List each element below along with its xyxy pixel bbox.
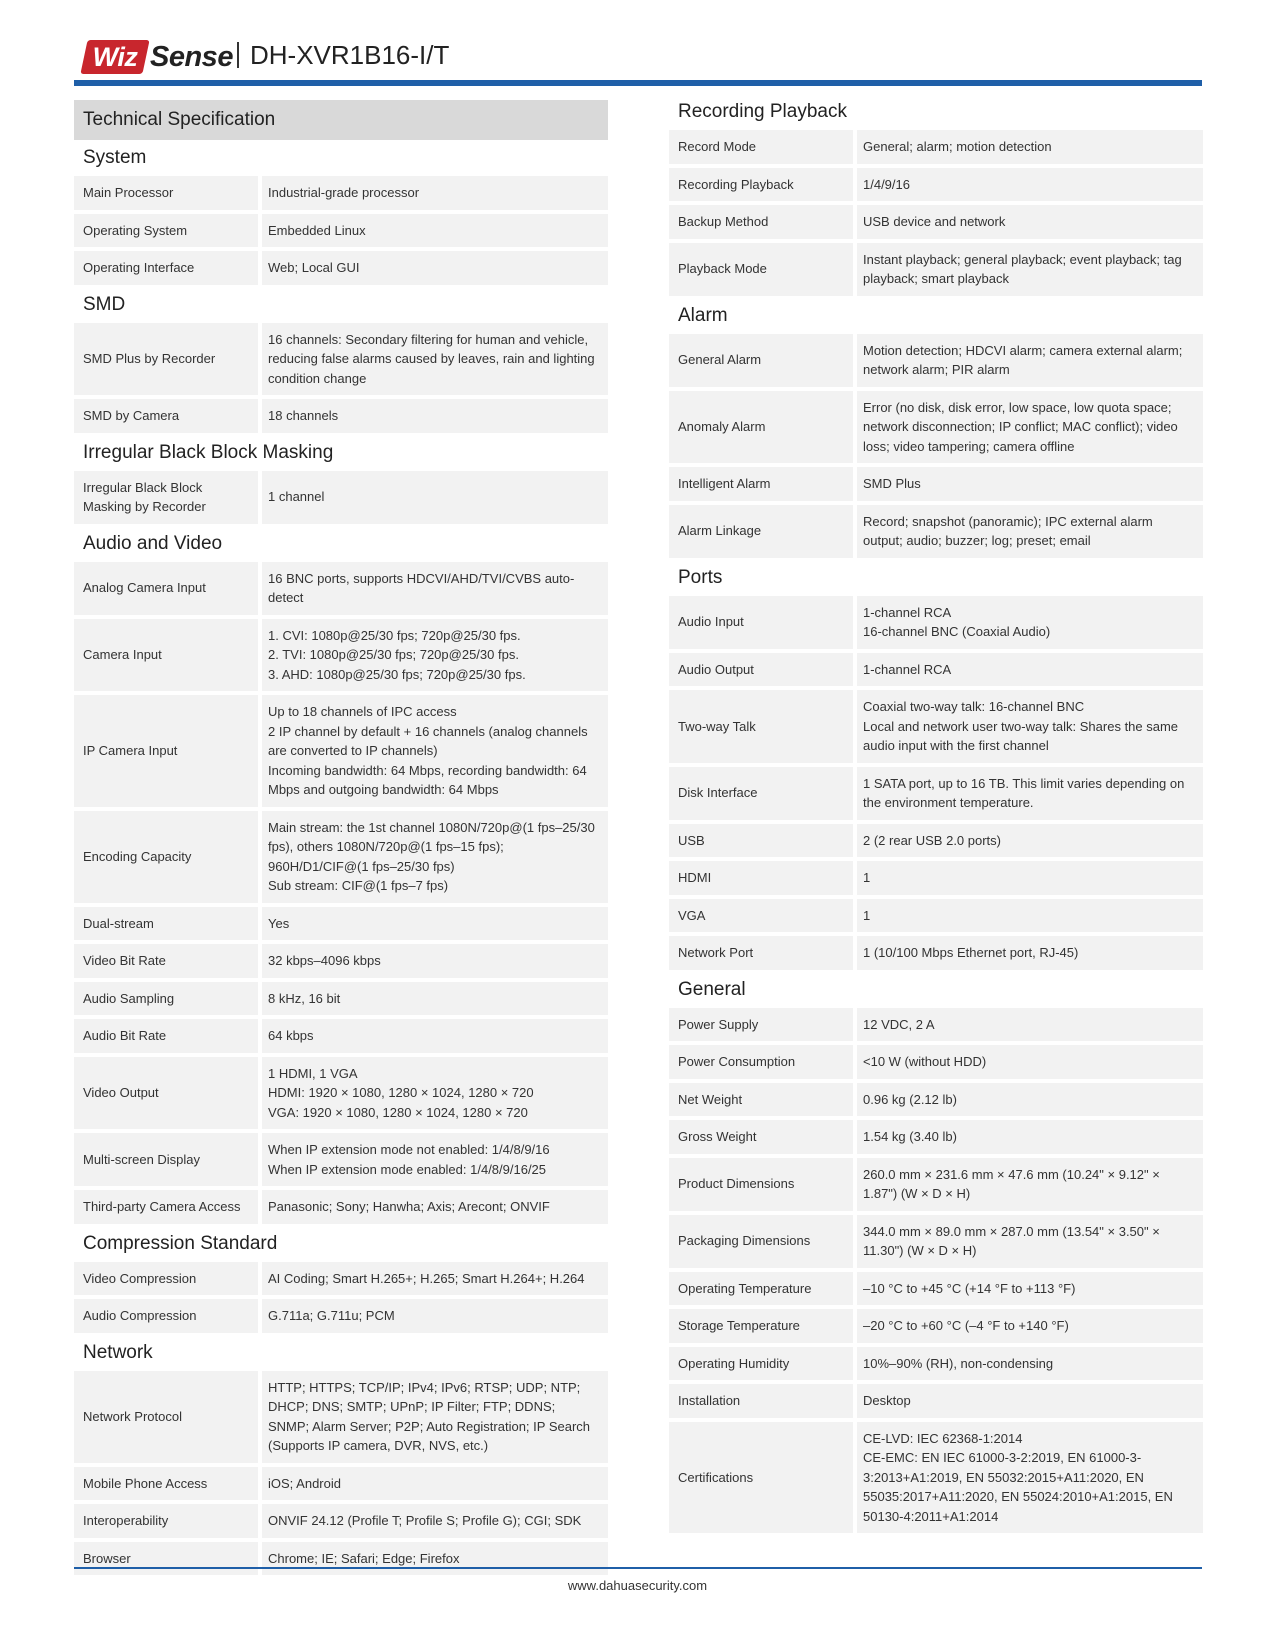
spec-value: 344.0 mm × 89.0 mm × 287.0 mm (13.54" × 3.50" × 11.30") (W × D × H)	[857, 1215, 1203, 1268]
spec-value: 0.96 kg (2.12 lb)	[857, 1083, 1203, 1117]
spec-value: USB device and network	[857, 205, 1203, 239]
spec-row	[669, 824, 1203, 858]
spec-value: AI Coding; Smart H.265+; H.265; Smart H.264+; H.264	[262, 1262, 608, 1296]
spec-row	[74, 1019, 608, 1053]
spec-key: VGA	[669, 899, 857, 933]
section-title-system: System	[83, 147, 147, 168]
spec-value: –10 °C to +45 °C (+14 °F to +113 °F)	[857, 1272, 1203, 1306]
spec-value: 8 kHz, 16 bit	[262, 982, 608, 1016]
spec-key: Operating Humidity	[669, 1347, 857, 1381]
spec-value: 1-channel RCA 16-channel BNC (Coaxial Audio)	[857, 596, 1203, 649]
spec-value: iOS; Android	[262, 1467, 608, 1501]
left-column	[74, 100, 608, 1577]
spec-table-alarm	[669, 330, 1203, 562]
spec-key: Audio Sampling	[74, 982, 262, 1016]
spec-key: General Alarm	[669, 334, 857, 387]
spec-row	[74, 1467, 608, 1501]
spec-value: 32 kbps–4096 kbps	[262, 944, 608, 978]
spec-value: 260.0 mm × 231.6 mm × 47.6 mm (10.24" × 9.12" × 1.87") (W × D × H)	[857, 1158, 1203, 1211]
spec-key: Browser	[74, 1542, 262, 1576]
spec-key: Installation	[669, 1384, 857, 1418]
spec-row	[669, 861, 1203, 895]
spec-row	[669, 505, 1203, 558]
spec-row	[669, 936, 1203, 970]
spec-key: Network Port	[669, 936, 857, 970]
spec-row	[74, 214, 608, 248]
spec-value: G.711a; G.711u; PCM	[262, 1299, 608, 1333]
spec-table-ports	[669, 592, 1203, 974]
spec-value: 2 (2 rear USB 2.0 ports)	[857, 824, 1203, 858]
spec-value: 16 BNC ports, supports HDCVI/AHD/TVI/CVBS auto-detect	[262, 562, 608, 615]
spec-table-recording-playback	[669, 126, 1203, 300]
spec-row	[74, 562, 608, 615]
spec-key: SMD by Camera	[74, 399, 262, 433]
footer-url: www.dahuasecurity.com	[567, 1578, 708, 1593]
spec-row	[74, 1371, 608, 1463]
spec-key: Power Consumption	[669, 1045, 857, 1079]
footer-divider	[74, 1567, 1202, 1569]
spec-key: Multi-screen Display	[74, 1133, 262, 1186]
spec-key: Certifications	[669, 1422, 857, 1534]
spec-key: Operating Interface	[74, 251, 262, 285]
spec-row	[669, 1272, 1203, 1306]
spec-table-smd	[74, 319, 608, 437]
section-title-compression-standard: Compression Standard	[83, 1232, 278, 1254]
section-title-irregular-black-block-masking: Irregular Black Block Masking	[83, 441, 334, 463]
spec-row	[669, 467, 1203, 501]
section-title-general: General	[678, 978, 746, 1000]
spec-row	[74, 323, 608, 396]
spec-value: SMD Plus	[857, 467, 1203, 501]
spec-key: USB	[669, 824, 857, 858]
spec-key: Irregular Black Block Masking by Recorder	[74, 471, 262, 524]
spec-value: 1.54 kg (3.40 lb)	[857, 1120, 1203, 1154]
spec-key: Power Supply	[669, 1008, 857, 1042]
spec-value: Coaxial two-way talk: 16-channel BNC Local and network user two-way talk: Shares the same audio input with the first channel	[857, 690, 1203, 763]
page-title: Technical Specification	[74, 100, 608, 140]
spec-table-system	[74, 172, 608, 289]
spec-table-general	[669, 1004, 1203, 1538]
spec-value: Main stream: the 1st channel 1080N/720p@(1 fps–25/30 fps), others 1080N/720p@(1 fps–15 fps); 960H/D1/CIF@(1 fps–25/30 fps) Sub stream: CIF@(1 fps–7 fps)	[262, 811, 608, 903]
section-title-audio-and-video: Audio and Video	[83, 532, 223, 554]
spec-key: Packaging Dimensions	[669, 1215, 857, 1268]
header-divider	[237, 42, 239, 68]
spec-value: 1	[857, 861, 1203, 895]
spec-value: 1 channel	[262, 471, 608, 524]
spec-key: Audio Bit Rate	[74, 1019, 262, 1053]
spec-row	[74, 1190, 608, 1224]
spec-key: Gross Weight	[669, 1120, 857, 1154]
spec-row	[669, 168, 1203, 202]
spec-row	[669, 334, 1203, 387]
spec-row	[669, 899, 1203, 933]
spec-key: Playback Mode	[669, 243, 857, 296]
spec-value: 1 (10/100 Mbps Ethernet port, RJ-45)	[857, 936, 1203, 970]
spec-value: Desktop	[857, 1384, 1203, 1418]
spec-row	[74, 907, 608, 941]
spec-key: Net Weight	[669, 1083, 857, 1117]
spec-value: <10 W (without HDD)	[857, 1045, 1203, 1079]
spec-table-compression-standard	[74, 1258, 608, 1337]
spec-key: Backup Method	[669, 205, 857, 239]
spec-row	[669, 1083, 1203, 1117]
spec-row	[669, 1120, 1203, 1154]
spec-key: Two-way Talk	[669, 690, 857, 763]
spec-value: 10%–90% (RH), non-condensing	[857, 1347, 1203, 1381]
spec-key: Video Output	[74, 1057, 262, 1130]
spec-key: Audio Input	[669, 596, 857, 649]
spec-key: IP Camera Input	[74, 695, 262, 807]
spec-row	[669, 205, 1203, 239]
spec-table-irregular-black-block-masking	[74, 467, 608, 528]
logo-sense-text: Sense	[150, 41, 233, 73]
spec-value: 1/4/9/16	[857, 168, 1203, 202]
spec-value: Up to 18 channels of IPC access 2 IP channel by default + 16 channels (analog channels are converted to IP channels) Incoming bandwidth: 64 Mbps, recording bandwidth: 64 Mbps and outgoing bandwidth: 64 Mbps	[262, 695, 608, 807]
spec-key: Mobile Phone Access	[74, 1467, 262, 1501]
section-title-network: Network	[83, 1341, 153, 1363]
spec-row	[669, 130, 1203, 164]
spec-table-network	[74, 1367, 608, 1580]
spec-row	[74, 1542, 608, 1576]
spec-row	[74, 1504, 608, 1538]
spec-key: Disk Interface	[669, 767, 857, 820]
spec-row	[74, 619, 608, 692]
spec-value: 16 channels: Secondary filtering for human and vehicle, reducing false alarms caused by leaves, rain and lighting condition change	[262, 323, 608, 396]
spec-row	[74, 982, 608, 1016]
spec-row	[669, 243, 1203, 296]
spec-key: Dual-stream	[74, 907, 262, 941]
section-title-alarm: Alarm	[678, 304, 728, 326]
spec-table-audio-and-video	[74, 558, 608, 1228]
spec-key: Anomaly Alarm	[669, 391, 857, 464]
spec-value: Motion detection; HDCVI alarm; camera external alarm; network alarm; PIR alarm	[857, 334, 1203, 387]
spec-row	[74, 1262, 608, 1296]
spec-key: Network Protocol	[74, 1371, 262, 1463]
spec-value: –20 °C to +60 °C (–4 °F to +140 °F)	[857, 1309, 1203, 1343]
spec-row	[74, 1057, 608, 1130]
spec-row	[669, 1008, 1203, 1042]
logo-wiz-badge	[80, 40, 149, 74]
spec-value: Web; Local GUI	[262, 251, 608, 285]
spec-row	[669, 690, 1203, 763]
spec-key: Camera Input	[74, 619, 262, 692]
spec-value: 1. CVI: 1080p@25/30 fps; 720p@25/30 fps. 2. TVI: 1080p@25/30 fps; 720p@25/30 fps. 3. AHD: 1080p@25/30 fps; 720p@25/30 fps.	[262, 619, 608, 692]
spec-row	[74, 695, 608, 807]
spec-value: 18 channels	[262, 399, 608, 433]
spec-row	[669, 1045, 1203, 1079]
spec-key: SMD Plus by Recorder	[74, 323, 262, 396]
spec-row	[74, 399, 608, 433]
spec-key: Main Processor	[74, 176, 262, 210]
spec-row	[669, 391, 1203, 464]
spec-value: 12 VDC, 2 A	[857, 1008, 1203, 1042]
spec-row	[74, 1133, 608, 1186]
page-header	[74, 36, 1202, 86]
spec-value: 64 kbps	[262, 1019, 608, 1053]
spec-row	[669, 653, 1203, 687]
spec-value: Yes	[262, 907, 608, 941]
spec-row	[669, 1309, 1203, 1343]
spec-key: Analog Camera Input	[74, 562, 262, 615]
spec-key: Alarm Linkage	[669, 505, 857, 558]
section-title-smd: SMD	[83, 293, 126, 315]
spec-value: ONVIF 24.12 (Profile T; Profile S; Profile G); CGI; SDK	[262, 1504, 608, 1538]
spec-row	[669, 596, 1203, 649]
spec-row	[669, 1215, 1203, 1268]
spec-row	[669, 1422, 1203, 1534]
section-title-ports: Ports	[678, 566, 723, 588]
spec-value: 1 SATA port, up to 16 TB. This limit varies depending on the environment temperature.	[857, 767, 1203, 820]
spec-key: Encoding Capacity	[74, 811, 262, 903]
spec-key: Product Dimensions	[669, 1158, 857, 1211]
spec-row	[669, 1347, 1203, 1381]
spec-key: Third-party Camera Access	[74, 1190, 262, 1224]
header-accent-bar	[74, 80, 1202, 86]
spec-value: Instant playback; general playback; event playback; tag playback; smart playback	[857, 243, 1203, 296]
spec-key: Record Mode	[669, 130, 857, 164]
spec-key: Audio Compression	[74, 1299, 262, 1333]
spec-row	[74, 471, 608, 524]
spec-value: CE-LVD: IEC 62368-1:2014 CE-EMC: EN IEC 61000-3-2:2019, EN 61000-3-3:2013+A1:2019, EN 55032:2015+A11:2020, EN 55035:2017+A11:2020, EN 55024:2010+A1:2015, EN 50130-4:2011+A1:2014	[857, 1422, 1203, 1534]
spec-value: 1-channel RCA	[857, 653, 1203, 687]
spec-value: HTTP; HTTPS; TCP/IP; IPv4; IPv6; RTSP; UDP; NTP; DHCP; DNS; SMTP; UPnP; IP Filter; FTP; DDNS; SNMP; Alarm Server; P2P; Auto Registration; IP Search (Supports IP camera, DVR, NVS, etc.)	[262, 1371, 608, 1463]
spec-value: Error (no disk, disk error, low space, low quota space; network disconnection; IP conflict; MAC conflict); video loss; video tampering; camera offline	[857, 391, 1203, 464]
spec-key: Operating System	[74, 214, 262, 248]
spec-row	[669, 1158, 1203, 1211]
section-title-recording-playback: Recording Playback	[678, 101, 847, 122]
spec-value: Panasonic; Sony; Hanwha; Axis; Arecont; ONVIF	[262, 1190, 608, 1224]
spec-key: Storage Temperature	[669, 1309, 857, 1343]
right-column	[669, 100, 1203, 1535]
spec-value: Record; snapshot (panoramic); IPC external alarm output; audio; buzzer; log; preset; email	[857, 505, 1203, 558]
spec-row	[669, 767, 1203, 820]
spec-key: Operating Temperature	[669, 1272, 857, 1306]
logo-wiz-text: Wiz	[92, 42, 138, 72]
spec-key: Audio Output	[669, 653, 857, 687]
spec-row	[74, 944, 608, 978]
spec-value: General; alarm; motion detection	[857, 130, 1203, 164]
spec-row	[74, 1299, 608, 1333]
spec-value: Chrome; IE; Safari; Edge; Firefox	[262, 1542, 608, 1576]
spec-value: Industrial-grade processor	[262, 176, 608, 210]
spec-value: When IP extension mode not enabled: 1/4/8/9/16 When IP extension mode enabled: 1/4/8/9/16/25	[262, 1133, 608, 1186]
spec-key: Video Compression	[74, 1262, 262, 1296]
spec-key: Video Bit Rate	[74, 944, 262, 978]
spec-key: Interoperability	[74, 1504, 262, 1538]
spec-key: Recording Playback	[669, 168, 857, 202]
model-name: DH-XVR1B16-I/T	[250, 40, 450, 70]
spec-value: 1	[857, 899, 1203, 933]
spec-value: Embedded Linux	[262, 214, 608, 248]
spec-row	[74, 811, 608, 903]
spec-value: 1 HDMI, 1 VGA HDMI: 1920 × 1080, 1280 × 1024, 1280 × 720 VGA: 1920 × 1080, 1280 × 1024, 1280 × 720	[262, 1057, 608, 1130]
spec-key: Intelligent Alarm	[669, 467, 857, 501]
spec-row	[669, 1384, 1203, 1418]
spec-row	[74, 176, 608, 210]
spec-row	[74, 251, 608, 285]
spec-key: HDMI	[669, 861, 857, 895]
